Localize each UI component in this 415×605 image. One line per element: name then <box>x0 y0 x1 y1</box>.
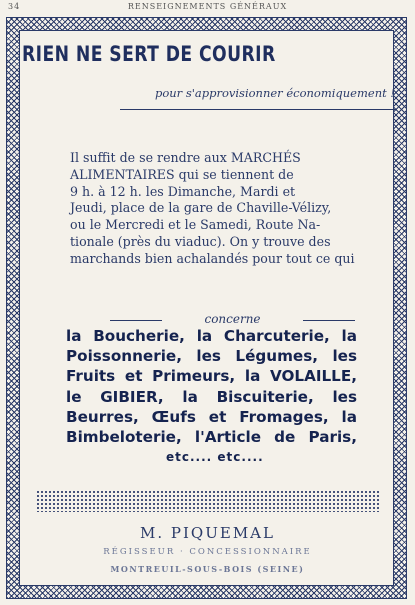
body-line: ou le Mercredi et le Samedi, Route Na- <box>70 217 321 233</box>
advertiser-role: RÉGISSEUR · CONCESSIONNAIRE <box>103 547 312 557</box>
product-line: Fruits et Primeurs, la VOLAILLE, <box>66 367 357 386</box>
subheadline-rule <box>120 109 395 110</box>
body-paragraph <box>70 150 357 268</box>
product-line: Poissonnerie, les Légumes, les <box>66 347 357 366</box>
body-line: Jeudi, place de la gare de Chaville-Vélizy, <box>70 200 332 216</box>
product-line: Bimbeloterie, l'Article de Paris, <box>66 428 357 447</box>
body-line: Il suffit de se rendre aux MARCHÉS <box>70 150 301 165</box>
advertiser-name: M. PIQUEMAL <box>140 524 275 542</box>
running-title: RENSEIGNEMENTS GÉNÉRAUX <box>127 2 288 11</box>
headline: RIEN NE SERT DE COURIR <box>22 42 276 66</box>
product-list <box>66 326 357 467</box>
page-number: 34 <box>8 2 21 11</box>
page-header <box>8 2 407 14</box>
product-line: Beurres, Œufs et Fromages, la <box>66 407 357 426</box>
body-line: ALIMENTAIRES qui se tiennent de <box>70 166 294 182</box>
product-line: le GIBIER, la Biscuiterie, les <box>66 387 357 406</box>
concerne-line <box>110 313 355 327</box>
body-line: marchands bien achalandés pour tout ce qui <box>70 250 355 266</box>
dash-right <box>303 320 355 321</box>
product-line: la Boucherie, la Charcuterie, la <box>66 327 357 345</box>
body-line: 9 h. à 12 h. les Dimanche, Mardi et <box>70 183 296 199</box>
dotted-band <box>36 490 379 512</box>
etc-line: etc.... etc.... <box>166 450 264 465</box>
body-line: tionale (près du viaduc). On y trouve des <box>70 233 331 249</box>
concerne-word: concerne <box>204 312 261 326</box>
subheadline: pour s'approvisionner économiquement ! <box>154 86 395 100</box>
advertiser-address: MONTREUIL-SOUS-BOIS (SEINE) <box>110 564 305 574</box>
